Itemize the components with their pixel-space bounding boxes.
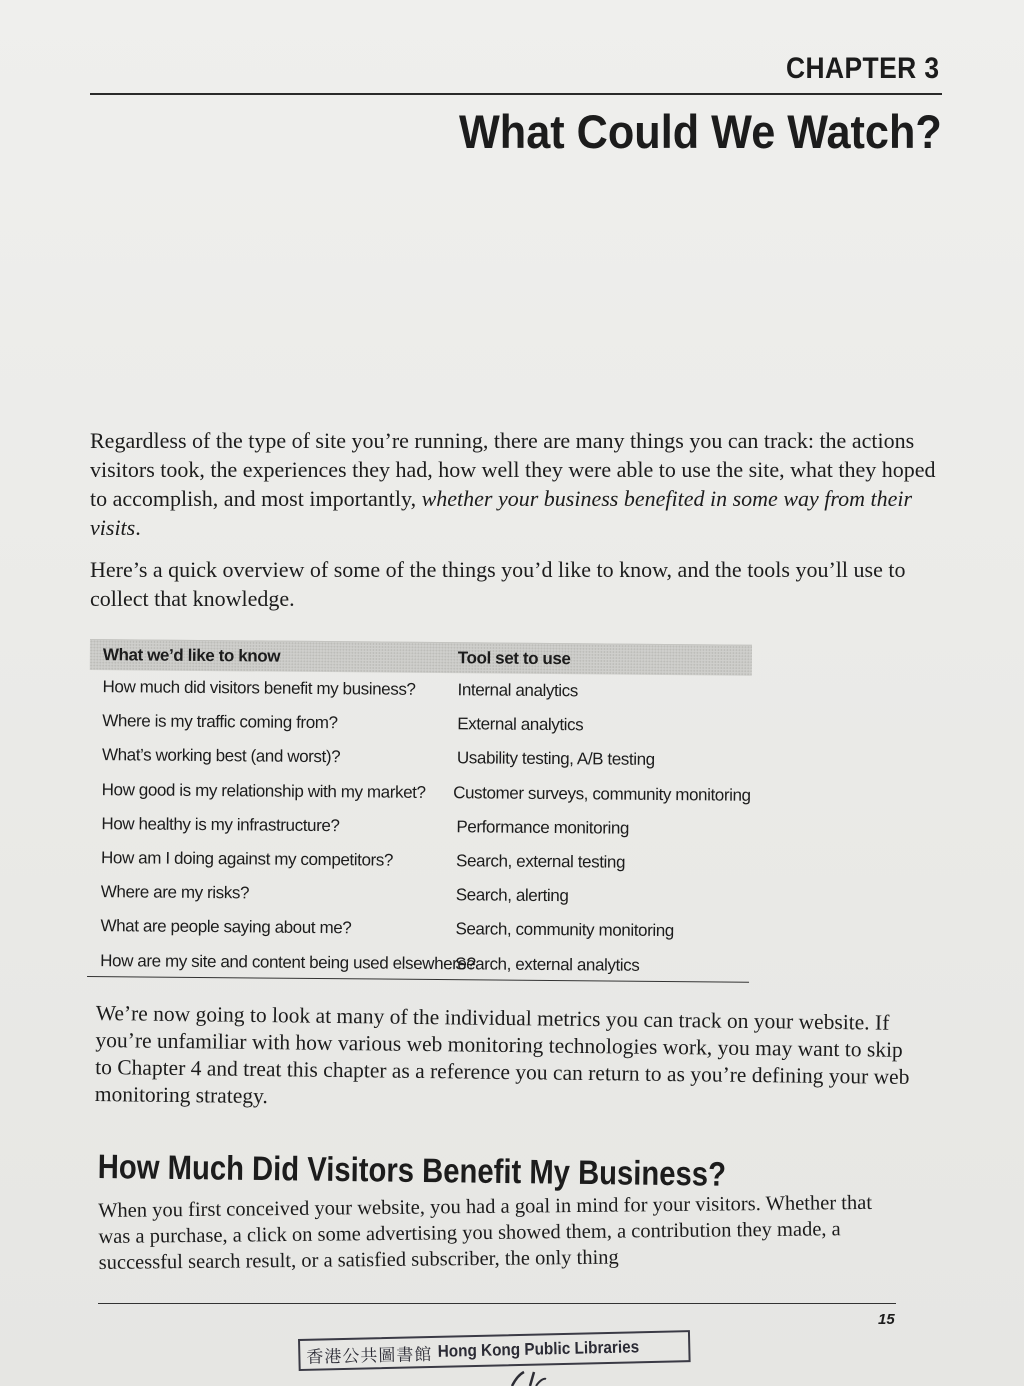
table-cell-question: How am I doing against my competitors? bbox=[101, 848, 394, 870]
overview-table bbox=[87, 639, 752, 982]
table-cell-tools: Search, community monitoring bbox=[455, 919, 674, 941]
metrics-paragraph: We’re now going to look at many of the individual metrics you can track on your website. If you’re unfamiliar with how various web monitoring technologies work, you may want to skip to Chapter 4 and treat this chapter as a reference you can return to as you’re defining your web monitoring strategy. bbox=[94, 1000, 910, 1109]
stamp-chinese-text: 香港公共圖書館 bbox=[306, 1344, 433, 1368]
stamp-english-text: Hong Kong Public Libraries bbox=[437, 1337, 640, 1361]
table-cell-question: What are people saying about me? bbox=[100, 916, 352, 938]
table-row bbox=[87, 909, 749, 949]
table-cell-tools: Customer surveys, community monitoring bbox=[453, 782, 751, 805]
table-cell-question: How are my site and content being used elsewhere? bbox=[100, 950, 476, 973]
table-header-tools: Tool set to use bbox=[457, 648, 571, 669]
intro-paragraph bbox=[90, 426, 946, 542]
table-header-question: What we’d like to know bbox=[102, 645, 281, 666]
chapter-title: What Could We Watch? bbox=[459, 105, 942, 158]
intro-period: . bbox=[135, 515, 141, 540]
table-cell-question: How good is my relationship with my market? bbox=[101, 779, 426, 802]
table-cell-tools: External analytics bbox=[457, 714, 584, 735]
table-cell-question: What’s working best (and worst)? bbox=[101, 745, 341, 767]
intro-text: Regardless of the type of site you’re running, there are many things you can track: the actions visitors took, the experiences they had, how well they were able to use the site, what they hoped to accomplish, and most importantly, bbox=[90, 428, 936, 511]
table-row bbox=[89, 738, 751, 778]
chapter-rule bbox=[90, 93, 942, 95]
table-cell-tools: Search, alerting bbox=[455, 885, 569, 906]
overview-paragraph: Here’s a quick overview of some of the things you’d like to know, and the tools you’ll use to collect that knowledge. bbox=[90, 557, 906, 611]
library-stamp bbox=[298, 1330, 691, 1371]
table-cell-tools: Search, external analytics bbox=[455, 953, 640, 975]
table-row bbox=[88, 807, 750, 847]
table-row bbox=[89, 670, 751, 710]
table-cell-question: How much did visitors benefit my business? bbox=[102, 677, 416, 699]
section-heading: How Much Did Visitors Benefit My Business? bbox=[97, 1148, 727, 1194]
table-cell-tools: Search, external testing bbox=[455, 851, 626, 872]
stamp-mark-icon bbox=[508, 1370, 548, 1386]
intro-emphasis: whether your business benefited in some way from their visits bbox=[90, 486, 913, 540]
section-paragraph: When you first conceived your website, you had a goal in mind for your visitors. Whether that was a purchase, a click on some advertising you showed them, a contribution they made, a successful search result, or a satisfied subscriber, the only thing bbox=[98, 1191, 873, 1274]
table-cell-question: How healthy is my infrastructure? bbox=[101, 813, 340, 836]
table-row bbox=[88, 841, 750, 881]
chapter-label: CHAPTER 3 bbox=[786, 52, 940, 85]
table-cell-question: Where is my traffic coming from? bbox=[102, 711, 338, 733]
table-cell-question: Where are my risks? bbox=[100, 882, 250, 903]
table-cell-tools: Performance monitoring bbox=[456, 817, 630, 838]
table-row bbox=[88, 875, 750, 915]
table-row bbox=[89, 704, 751, 744]
page-number: 15 bbox=[878, 1311, 895, 1328]
table-cell-tools: Internal analytics bbox=[457, 680, 579, 701]
footer-rule bbox=[98, 1303, 896, 1304]
table-row bbox=[89, 773, 751, 813]
table-cell-tools: Usability testing, A/B testing bbox=[456, 748, 655, 770]
